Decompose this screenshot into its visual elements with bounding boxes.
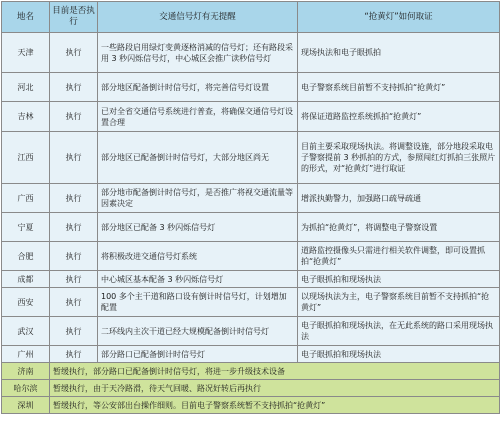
header-reminder: 交通信号灯有无提醒 [98, 2, 298, 33]
place-cell: 深圳 [2, 397, 50, 414]
header-place: 地名 [2, 2, 50, 33]
place-cell: 武汉 [2, 317, 50, 346]
table-row [2, 346, 500, 363]
evidence-cell: 电子警察系统目前暂不支持抓拍“抢黄灯” [298, 73, 500, 102]
suspended-note-cell: 暂缓执行，由于天冷路滑，待天气回暖、路况好转后再执行 [50, 380, 500, 397]
header-status: 目前是否执行 [50, 2, 98, 33]
table-row [2, 213, 500, 242]
suspended-note-cell: 暂缓执行，部分路口已配备倒计时信号灯，将进一步升级技术设备 [50, 363, 500, 380]
reminder-cell: 已对全省交通信号系统进行普查，将确保交通信号灯设置合理 [98, 102, 298, 132]
table-row [2, 33, 500, 73]
status-cell: 执行 [50, 346, 98, 363]
status-cell: 执行 [50, 213, 98, 242]
table-row [2, 288, 500, 317]
table-row [2, 102, 500, 132]
place-cell: 济南 [2, 363, 50, 380]
place-cell: 成都 [2, 271, 50, 288]
table-row [2, 317, 500, 346]
evidence-cell: 以现场执法为主，电子警察系统目前暂不支持抓拍“抢黄灯” [298, 288, 500, 317]
table-row [2, 132, 500, 184]
table-row [2, 73, 500, 102]
status-cell: 执行 [50, 242, 98, 271]
table-header-row [2, 2, 500, 33]
place-cell: 吉林 [2, 102, 50, 132]
header-evidence: “抢黄灯”如何取证 [298, 2, 500, 33]
suspended-row [2, 380, 500, 397]
status-cell: 执行 [50, 73, 98, 102]
reminder-cell: 部分地市配备倒计时信号灯，是否推广将视交通流量等因素决定 [98, 184, 298, 213]
reminder-cell: 中心城区基本配备 3 秒闪烁信号灯 [98, 271, 298, 288]
status-cell: 执行 [50, 132, 98, 184]
evidence-cell: 现场执法和电子眼抓拍 [298, 33, 500, 73]
reminder-cell: 部分地区已配备 3 秒闪烁信号灯 [98, 213, 298, 242]
reminder-cell: 二环线内主次干道已经大规模配备倒计时信号灯 [98, 317, 298, 346]
reminder-cell: 100 多个主干道和路口设有倒计时信号灯，计划增加配置 [98, 288, 298, 317]
status-cell: 执行 [50, 184, 98, 213]
evidence-cell: 道路监控摄像头只需进行相关软件调整，即可设置抓拍“抢黄灯” [298, 242, 500, 271]
suspended-row [2, 397, 500, 414]
reminder-cell: 将积极改进交通信号灯系统 [98, 242, 298, 271]
table-row [2, 271, 500, 288]
status-cell: 执行 [50, 33, 98, 73]
place-cell: 广州 [2, 346, 50, 363]
reminder-cell: 一些路段启用绿灯变黄逐格消减的信号灯；还有路段采用 3 秒闪烁信号灯，中心城区会推广读秒信号灯 [98, 33, 298, 73]
reminder-cell: 部分地区配备倒计时信号灯，将完善信号灯设置 [98, 73, 298, 102]
traffic-light-policy-table [1, 1, 500, 414]
reminder-cell: 部分地区已配备倒计时信号灯，大部分地区尚无 [98, 132, 298, 184]
evidence-cell: 为抓拍“抢黄灯”，将调整电子警察设置 [298, 213, 500, 242]
evidence-cell: 电子眼抓拍和现场执法 [298, 271, 500, 288]
reminder-cell: 部分路口已配备倒计时信号灯 [98, 346, 298, 363]
status-cell: 执行 [50, 288, 98, 317]
place-cell: 宁夏 [2, 213, 50, 242]
table-row [2, 184, 500, 213]
evidence-cell: 电子眼抓拍和现场执法，在无此系统的路口采用现场执法 [298, 317, 500, 346]
status-cell: 执行 [50, 271, 98, 288]
table-row [2, 242, 500, 271]
place-cell: 西安 [2, 288, 50, 317]
evidence-cell: 电子眼抓拍和现场执法 [298, 346, 500, 363]
status-cell: 执行 [50, 102, 98, 132]
place-cell: 哈尔滨 [2, 380, 50, 397]
place-cell: 河北 [2, 73, 50, 102]
status-cell: 执行 [50, 317, 98, 346]
evidence-cell: 目前主要采取现场执法。将调整设施，部分地段采取电子警察提前 3 秒抓拍的方式，参照闯红灯抓拍三张照片的形式，对“抢黄灯”进行取证 [298, 132, 500, 184]
place-cell: 广西 [2, 184, 50, 213]
evidence-cell: 将保证道路监控系统抓拍“抢黄灯” [298, 102, 500, 132]
evidence-cell: 增派执勤警力，加强路口疏导疏通 [298, 184, 500, 213]
place-cell: 天津 [2, 33, 50, 73]
suspended-row [2, 363, 500, 380]
place-cell: 合肥 [2, 242, 50, 271]
place-cell: 江西 [2, 132, 50, 184]
suspended-note-cell: 暂缓执行，等公安部出台操作细则。目前电子警察系统暂不支持抓拍“抢黄灯” [50, 397, 500, 414]
